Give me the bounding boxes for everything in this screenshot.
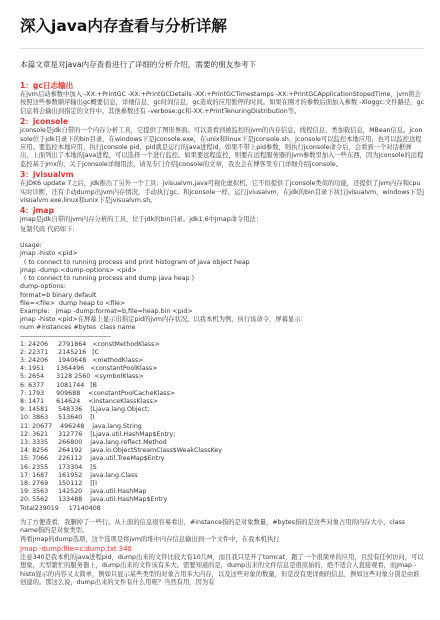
code-block [20, 242, 424, 332]
dump-command: jmap -dump:file=c:dump.txt 340 [20, 544, 132, 553]
intro-text: 本篇文章是对java内存查看进行了详细的分析介绍，需要的朋友参考下 [20, 60, 257, 69]
code-line: ( to connect to running process and dump java heap ) [20, 275, 195, 283]
section-body: jconsole是jdk自带的一个内存分析工具，它提供了图形界面。可以查看到被监控的jvm的内存信息，线程信息，类加载信息，MBean信息。jconsole位于jdk目录下的bin目录，在windows下是jconsole.exe，在unix和linux下是jconsole.sh，jconsole可以监控本地应用，也可以监控远程应用。要监控本地应用，执行jconsole pid，pid就是运行的java进程id，如果不带上pid参数，则执行jconsole命令后，会看到一个对话框弹出，上面列出了本地的java进程，可以选择一个进行监控。如果要远程监控，则要在远程服务器的jvm参数里加入一些东西，因为jconsole的远程监控基于jmx的，关于jconsole详细用法，请见专门介绍jconsole的文章，我也会在博客里专门详细介绍jconsole。 [20, 127, 424, 168]
spacer [20, 234, 424, 242]
code-line: dump-options: [20, 283, 66, 291]
section-jmap [20, 206, 424, 224]
histo-line: 16: 2355 173304 [S [20, 463, 97, 471]
title-divider [20, 48, 424, 49]
section-body: 在JDK6 update 7之后，jdk推出了另外一个工具：jvisualvm,java可视化虚拟机，它不但提供了jconsole类似的功能，还提供了jvm内存和cpu实时诊断，还有手动dump出jvm内存情况，手动执行gc。和jconsole一样，运行jviusalvm，在jdk的bin目录下执行jvisualvm，windows下是jvisualvm.exe,linux和unix下是jvisualvm.sh。 [20, 180, 424, 205]
histo-line: 19: 3563 142520 java.util.HashMap [20, 488, 147, 496]
section-body: jmap是jdk自带的jvm内存分析的工具，位于jdk的bin目录。jdk1.6中jmap命令用法： [20, 216, 263, 224]
explain-text: 为了方便查看，我删掉了一些行。从上面的信息很容易看出，#instance指的是对象数量，#bytes指的是这些对象占用的内存大小，class name指的是对象类型。 [20, 518, 406, 535]
section-title: 2：jconsole [20, 117, 69, 127]
copy-code-link[interactable]: 复制代码 代码如下: [20, 225, 75, 233]
section-body: 在jvm启动参数中加入 -XX:+PrintGC -XX:+PrintGCDetails -XX:+PrintGCTimestamps -XX:+PrintGCApplicationStopedTime，jvm将会按照这些参数顺序输出gc概要信息，详细信息，gc时间信息，gc造成的应用暂停的时间。如果在刚才的参数后面加入参数 -Xloggc:文件路径，gc信息将会输出到指定的文件中。其他参数还有 -verbose:gc和-XX:+PrintTenuringDistribution等。 [20, 91, 424, 115]
histo-line: 14: 8256 264192 java.io.ObjectStreamClass$WeakClassKey [20, 447, 222, 455]
page-title: 深入java内存查看与分析详解 [20, 17, 227, 35]
histo-block [20, 341, 424, 513]
histo-line: 3: 24206 1940648 <methodKlass> [20, 356, 144, 364]
code-line: Example: jmap -dump:format=b,file=heap.bin <pid> [20, 307, 193, 315]
histo-line: 4: 1951 1364496 <constantPoolKlass> [20, 365, 158, 373]
histo-line: 12: 3621 312776 [Ljava.util.HashMap$Entry; [20, 430, 176, 438]
histo-line: 8: 1471 614624 <instanceKlassKlass> [20, 397, 159, 405]
dash-divider: ---------------------------------------------- [20, 332, 111, 340]
histo-line: 11: 20677 496248 java.lang.String [20, 422, 142, 430]
histo-line: 15: 7066 226112 java.util.TreeMap$Entry [20, 455, 165, 463]
dump-desc-text: 再看jmap的dump选项，这个选项是将jvm的堆中内存信息输出到一个文件中，在我本机执行 [20, 535, 280, 543]
code-line: Usage: [20, 242, 42, 250]
code-line: jmap -histo <pid>在屏幕上显示出指定pid的jvm内存状况。以我本机为例，执行该命令，屏幕显示： [20, 316, 307, 324]
histo-line: 17: 1687 161952 java.lang.Class [20, 471, 138, 479]
histo-line: 10: 3863 513640 [I [20, 414, 95, 422]
histo-line: 5: 2654 3128 2560 <symbolKlass> [20, 373, 144, 381]
histo-line: 18: 2769 150112 [[I [20, 479, 97, 487]
section-title: 1：gc日志输出 [20, 81, 74, 90]
histo-line: 13: 3335 266800 java.lang.reflect.Method [20, 438, 167, 446]
section-gc-log [20, 81, 424, 116]
final-paragraph: 注意340是我本机的java进程pid，dump出来的文件比较大有10几M，而且我只是开了tomcat，跑了一个很简单的应用，且没有任何访问，可以想象，大型繁忙的服务器上，dump出来的文件该有多大。需要知道的是，dump出来的文件信息是很原始的，绝不适合人直接观看，而jmap -histo显示的内容又太简单，例如只显示某些类型的对象占用多大内存，以及这些对象的数量，但是没有更详细的信息，例如这些对象分别是由谁创建的。那这么说，dump出来的文件有什么用呢？当然有用，因为有 [20, 553, 424, 587]
histo-line: 2: 22371 2145216 [C [20, 348, 100, 356]
section-jvisualvm [20, 170, 424, 205]
section-jconsole [20, 117, 424, 169]
histo-line: 6: 6377 1081744 [B [20, 381, 97, 389]
code-line: format=b binary default [20, 291, 97, 299]
histo-line: 7: 1793 909688 <constantPoolCacheKlass> [20, 389, 176, 397]
histo-line: Total239019 17140408 [20, 504, 101, 512]
section-title: 3：jvisualvm [20, 170, 74, 180]
code-line: jmap -histo <pid> [20, 250, 78, 258]
code-line: ( to connect to running process and print histogram of java object heap [20, 258, 250, 266]
code-line: num #instances #bytes class name [20, 324, 136, 332]
section-title: 4：jmap [20, 206, 54, 216]
histo-line: 9: 14581 548336 [Ljava.lang.Object; [20, 406, 150, 414]
code-line: jmap -dump:<dump-options> <pid> [20, 266, 137, 274]
histo-line: 20: 5562 133488 java.util.HashMap$Entry [20, 496, 168, 504]
histo-line: 1: 24206 2791864 <constMethodKlass> [20, 340, 160, 348]
code-line: file=<file> dump heap to <file> [20, 299, 126, 307]
